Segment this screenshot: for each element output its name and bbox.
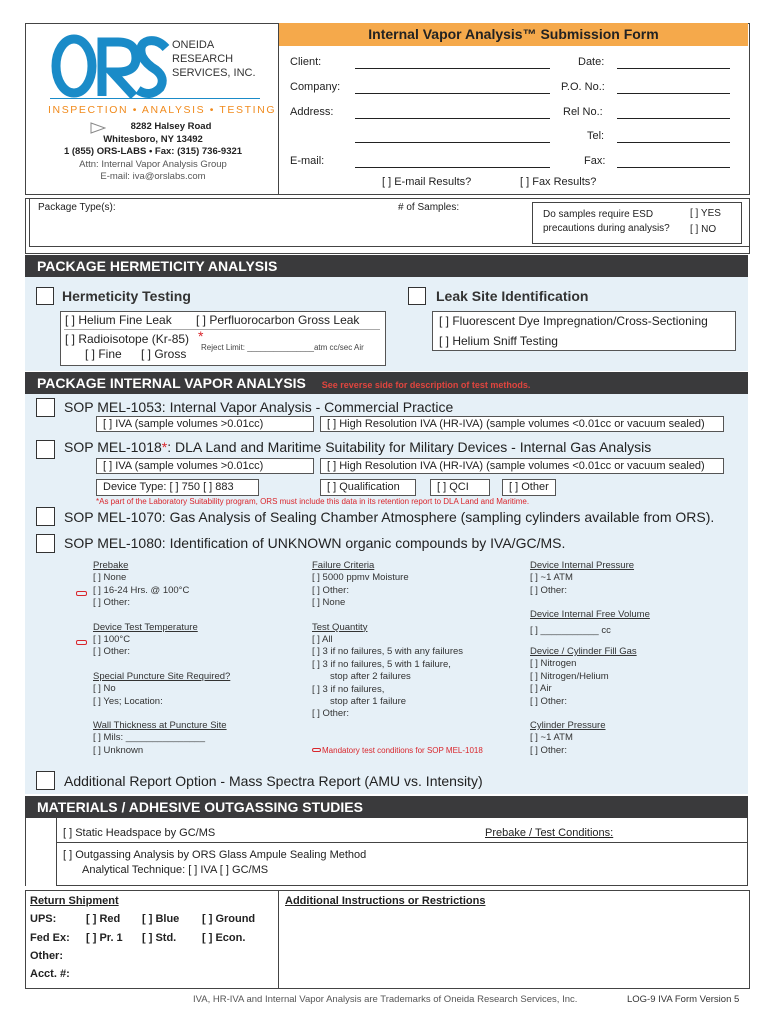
po-label: P.O. No.:	[561, 81, 605, 93]
mel1053-title: SOP MEL-1053: Internal Vapor Analysis - Commercial Practice	[64, 399, 454, 415]
instructions-area[interactable]	[285, 912, 740, 982]
mel1018-code: SOP MEL-1018	[64, 439, 162, 455]
tel-label: Tel:	[587, 130, 605, 142]
address-label: Address:	[290, 106, 334, 118]
mel1018-iva[interactable]: [ ] IVA (sample volumes >0.01cc)	[96, 458, 314, 474]
mass-spectra-checkbox[interactable]	[36, 771, 55, 790]
pfc-gross-leak[interactable]: [ ] Perfluorocarbon Gross Leak	[196, 313, 360, 327]
reject-limit: Reject Limit: _______________atm cc/sec Air	[201, 343, 364, 352]
fluorescent-dye[interactable]: [ ] Fluorescent Dye Impregnation/Cross-Sectioning	[439, 314, 708, 328]
client-label: Client:	[290, 56, 322, 68]
quantity-3a[interactable]: [ ] 3 if no failures, 5 with any failures	[312, 646, 464, 658]
failure-other[interactable]: [ ] Other:	[312, 584, 349, 596]
fedex-econ[interactable]: [ ] Econ.	[202, 932, 246, 944]
company-name	[172, 38, 256, 80]
puncture-no[interactable]: [ ] No	[93, 683, 116, 695]
ors-logo	[50, 32, 170, 100]
rel-label: Rel No.:	[563, 106, 603, 118]
prebake-heading: Prebake	[93, 560, 129, 571]
address-field-2[interactable]	[355, 142, 550, 143]
instructions-title: Additional Instructions or Restrictions	[285, 895, 486, 907]
quantity-3c[interactable]: [ ] 3 if no failures,	[312, 683, 385, 695]
prebake-1624[interactable]: [ ] 16-24 Hrs. @ 100°C	[93, 584, 190, 596]
lab-email: E-mail: iva@orslabs.com	[100, 171, 206, 182]
cylinder-other[interactable]: [ ] Other:	[530, 744, 567, 756]
ups-label: UPS:	[30, 913, 57, 925]
qci-option[interactable]: [ ] QCI	[430, 479, 490, 496]
wall-heading: Wall Thickness at Puncture Site	[93, 720, 227, 732]
pressure-heading: Device Internal Pressure	[530, 560, 635, 571]
radioisotope-fine[interactable]: [ ] Fine	[85, 347, 122, 361]
address-field-1[interactable]	[355, 118, 550, 119]
gas-air[interactable]: [ ] Air	[530, 683, 552, 695]
quantity-all[interactable]: [ ] All	[312, 634, 333, 646]
temp-heading: Device Test Temperature	[93, 621, 198, 633]
logo-rule	[50, 98, 260, 99]
col1	[93, 560, 230, 757]
cylinder-atm[interactable]: [ ] ~1 ATM	[530, 732, 573, 744]
mel1018-hriva[interactable]: [ ] High Resolution IVA (HR-IVA) (sample volumes <0.01cc or vacuum sealed)	[320, 458, 724, 474]
failure-none[interactable]: [ ] None	[312, 597, 346, 609]
fax-results-option[interactable]: [ ] Fax Results?	[520, 176, 597, 188]
volume-heading: Device Internal Free Volume	[530, 609, 650, 621]
internal-vapor-bar	[25, 372, 748, 394]
mel1018-title	[64, 439, 651, 455]
mel1080-checkbox[interactable]	[36, 534, 55, 553]
prebake-conditions: Prebake / Test Conditions:	[485, 827, 614, 839]
static-headspace[interactable]: [ ] Static Headspace by GC/MS	[63, 827, 216, 839]
ups-blue[interactable]: [ ] Blue	[142, 913, 180, 925]
company-line-3: SERVICES, INC.	[172, 67, 256, 79]
fill-heading: Device / Cylinder Fill Gas	[530, 646, 637, 658]
hermeticity-divider	[64, 329, 380, 330]
logo-panel-divider	[278, 23, 279, 194]
materials-bar: MATERIALS / ADHESIVE OUTGASSING STUDIES	[25, 796, 748, 818]
mel1018-star: *	[161, 439, 168, 455]
radioisotope[interactable]: [ ] Radioisotope (Kr-85)	[65, 332, 190, 346]
wall-unknown[interactable]: [ ] Unknown	[93, 744, 144, 756]
fedex-pr1[interactable]: [ ] Pr. 1	[86, 932, 123, 944]
esd-yes[interactable]: [ ] YES	[690, 208, 721, 219]
city: Whitesboro, NY 13492	[103, 133, 203, 145]
mel1018-desc: : DLA Land and Maritime Suitability for Military Devices - Internal Gas Analysis	[167, 439, 652, 455]
mel1018-checkbox[interactable]	[36, 440, 55, 459]
helium-fine-leak[interactable]: [ ] Helium Fine Leak	[65, 313, 172, 327]
mandatory-legend-icon	[312, 748, 321, 752]
bottom-divider	[278, 890, 279, 989]
prebake-other[interactable]: [ ] Other:	[93, 597, 130, 609]
ups-ground[interactable]: [ ] Ground	[202, 913, 256, 925]
leak-site-title: Leak Site Identification	[436, 288, 589, 304]
radioisotope-gross[interactable]: [ ] Gross	[141, 347, 187, 361]
email-results-option[interactable]: [ ] E-mail Results?	[382, 176, 472, 188]
mel1053-iva[interactable]: [ ] IVA (sample volumes >0.01cc)	[96, 416, 314, 432]
materials-divider	[56, 842, 748, 843]
date-field[interactable]	[617, 68, 730, 69]
temp-other[interactable]: [ ] Other:	[93, 646, 130, 658]
pressure-other[interactable]: [ ] Other:	[530, 584, 567, 596]
package-type-label: Package Type(s):	[38, 202, 116, 213]
street: 8282 Halsey Road	[130, 121, 212, 132]
mel1070-checkbox[interactable]	[36, 507, 55, 526]
client-field[interactable]	[355, 68, 550, 69]
wall-mils[interactable]: [ ] Mils: _______________	[93, 732, 205, 744]
analytical-technique[interactable]: Analytical Technique: [ ] IVA [ ] GC/MS	[82, 864, 269, 876]
email-label: E-mail:	[290, 155, 325, 167]
rel-field[interactable]	[617, 118, 730, 119]
ups-red[interactable]: [ ] Red	[86, 913, 121, 925]
phone: 1 (855) ORS-LABS • Fax: (315) 736-9321	[63, 146, 243, 157]
tagline: INSPECTION • ANALYSIS • TESTING	[48, 104, 277, 116]
qualification-option[interactable]: [ ] Qualification	[320, 479, 416, 496]
mel1080-title: SOP MEL-1080: Identification of UNKNOWN organic compounds by IVA/GC/MS.	[64, 535, 566, 551]
quantity-heading: Test Quantity	[312, 621, 368, 633]
materials-left-rule	[25, 818, 26, 886]
radioisotope-star: *	[198, 328, 204, 344]
company-field[interactable]	[355, 93, 550, 94]
col2	[312, 560, 463, 721]
failure-5000[interactable]: [ ] 5000 ppmv Moisture	[312, 572, 409, 584]
company-line-1: ONEIDA	[172, 39, 215, 51]
hermeticity-title: Hermeticity Testing	[62, 288, 191, 304]
tel-field[interactable]	[617, 142, 730, 143]
po-field[interactable]	[617, 93, 730, 94]
mel1070-title: SOP MEL-1070: Gas Analysis of Sealing Chamber Atmosphere (sampling cylinders available from ORS).	[64, 509, 715, 525]
mel1053-hriva[interactable]: [ ] High Resolution IVA (HR-IVA) (sample volumes <0.01cc or vacuum sealed)	[320, 416, 724, 432]
quantity-3b[interactable]: [ ] 3 if no failures, 5 with 1 failure,	[312, 658, 451, 670]
puncture-heading: Special Puncture Site Required?	[93, 670, 231, 682]
form-title: Internal Vapor Analysis™ Submission Form	[279, 23, 748, 46]
leak-site-checkbox[interactable]	[408, 287, 426, 305]
esd-question-1: Do samples require ESD	[543, 209, 654, 220]
email-field[interactable]	[355, 167, 550, 168]
volume-cc[interactable]: [ ] ___________ cc	[530, 624, 611, 636]
failure-heading: Failure Criteria	[312, 560, 375, 571]
col3	[530, 560, 650, 757]
gas-nitrogen-helium[interactable]: [ ] Nitrogen/Helium	[530, 670, 609, 682]
other-option[interactable]: [ ] Other	[502, 479, 556, 496]
cylinder-heading: Cylinder Pressure	[530, 720, 606, 732]
esd-no[interactable]: [ ] NO	[690, 224, 717, 235]
outgassing-analysis[interactable]: [ ] Outgassing Analysis by ORS Glass Ampule Sealing Method	[63, 849, 367, 861]
mel1053-checkbox[interactable]	[36, 398, 55, 417]
mandatory-marker-icon	[76, 640, 87, 645]
dla-note: *As part of the Laboratory Suitability program, ORS must include this data in its retention report to DLA Land and Maritime.	[96, 497, 530, 506]
acct-label[interactable]: Acct. #:	[30, 968, 70, 980]
date-label: Date:	[578, 56, 605, 68]
quantity-other[interactable]: [ ] Other:	[312, 708, 349, 720]
fax-field[interactable]	[617, 167, 730, 168]
hermeticity-checkbox[interactable]	[36, 287, 54, 305]
helium-sniff[interactable]: [ ] Helium Sniff Testing	[439, 334, 558, 348]
gas-nitrogen[interactable]: [ ] Nitrogen	[530, 658, 577, 670]
attn: Attn: Internal Vapor Analysis Group	[79, 158, 227, 170]
trademark-note: IVA, HR-IVA and Internal Vapor Analysis are Trademarks of Oneida Research Services, Inc.	[193, 994, 578, 1005]
company-line-2: RESEARCH	[172, 53, 234, 65]
esd-question	[543, 208, 670, 236]
address-block	[40, 121, 266, 184]
return-title: Return Shipment	[30, 895, 119, 907]
device-type[interactable]: Device Type: [ ] 750 [ ] 883	[96, 479, 259, 496]
other-label[interactable]: Other:	[30, 950, 63, 962]
temp-100[interactable]: [ ] 100°C	[93, 634, 131, 646]
fedex-label: Fed Ex:	[30, 932, 70, 944]
hermeticity-bar: PACKAGE HERMETICITY ANALYSIS	[25, 255, 748, 277]
quantity-3b-cont: stop after 2 failures	[330, 671, 411, 683]
mandatory-legend: Mandatory test conditions for SOP MEL-1018	[322, 746, 483, 755]
form-version: LOG-9 IVA Form Version 5	[627, 994, 740, 1005]
gas-other[interactable]: [ ] Other:	[530, 695, 567, 707]
mass-spectra-option: Additional Report Option - Mass Spectra Report (AMU vs. Intensity)	[64, 773, 483, 789]
quantity-3c-cont: stop after 1 failure	[330, 696, 407, 708]
esd-question-2: precautions during analysis?	[543, 223, 670, 234]
prebake-none[interactable]: [ ] None	[93, 572, 127, 584]
samples-label: # of Samples:	[398, 202, 460, 213]
fedex-std[interactable]: [ ] Std.	[142, 932, 177, 944]
mandatory-marker-icon	[76, 591, 87, 596]
reverse-side-note: See reverse side for description of test methods.	[321, 380, 531, 390]
company-label: Company:	[290, 81, 341, 93]
pressure-atm[interactable]: [ ] ~1 ATM	[530, 572, 573, 584]
fax-label: Fax:	[584, 155, 606, 167]
puncture-yes[interactable]: [ ] Yes; Location:	[93, 695, 163, 707]
internal-vapor-title: PACKAGE INTERNAL VAPOR ANALYSIS	[37, 375, 306, 391]
